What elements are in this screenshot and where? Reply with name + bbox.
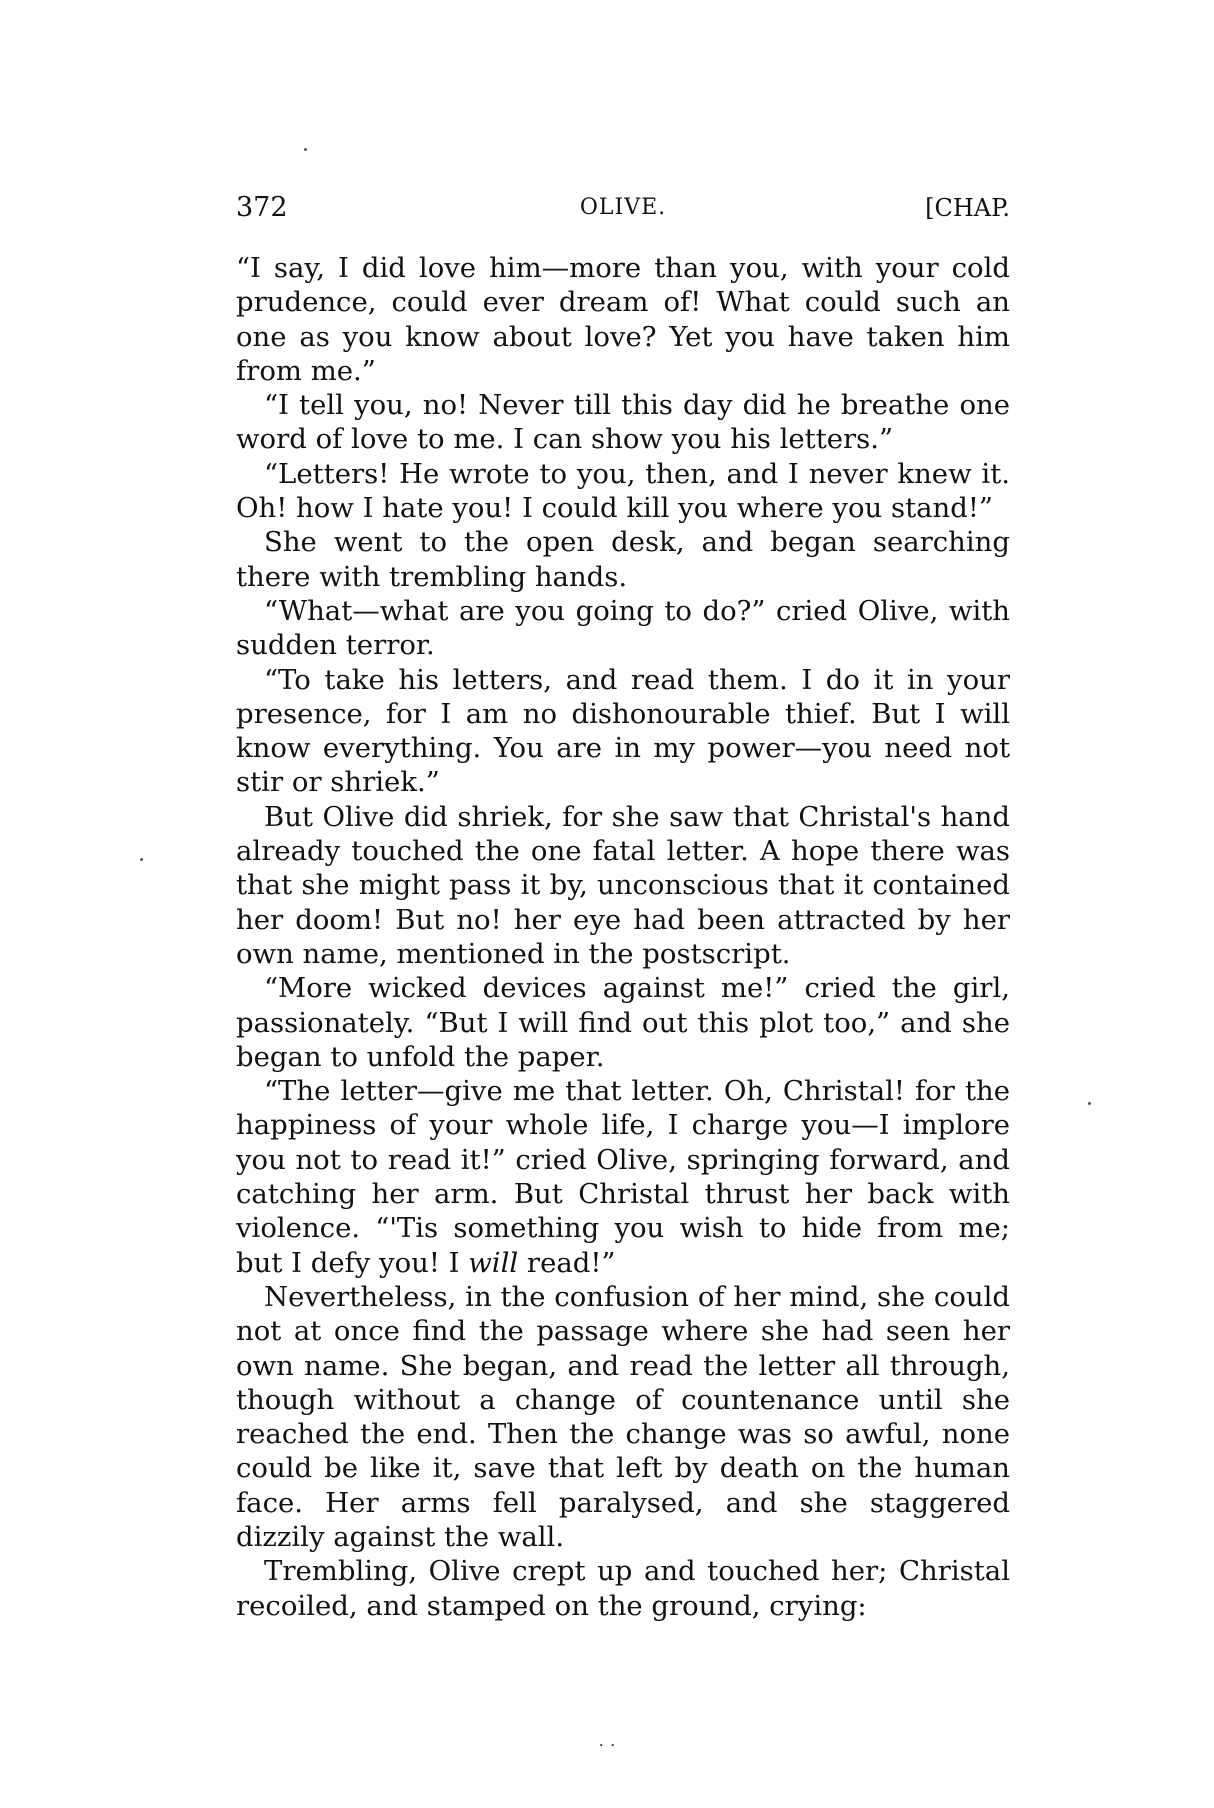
paragraph: “I tell you, no! Never till this day did he breathe one word of love to me. I can show you his letters.” (236, 389, 1010, 456)
paragraph: “More wicked devices against me!” cried the girl, passionately. “But I will find out this plot too,” and she began to unfold the paper. (236, 972, 1010, 1073)
page-body (236, 251, 1010, 1623)
running-title: OLIVE. (579, 195, 667, 220)
running-header (236, 188, 1010, 228)
print-speck (304, 148, 307, 151)
paragraph: Nevertheless, in the confusion of her mind, she could not at once find the passage where she had seen her own name. She began, and read the letter all through, though without a change of countenance until she reached the end. Then the change was so awful, none could be like it, save that left by death on the human face. Her arms fell paralysed, and she staggered dizzily against the wall. (236, 1280, 1010, 1553)
print-speck (140, 858, 143, 861)
paragraph-text: “The letter—give me that letter. Oh, Christal! for the happiness of your whole life, I charge you—I implore you not to read it!” cried Olive, springing forward, and catching her arm. But Christal thrust her back with violence. “'Tis something you wish to hide from me; but I defy you! I (236, 1075, 1010, 1279)
print-speck (1088, 1102, 1091, 1105)
paragraph: “I say, I did love him—more than you, with your cold prudence, could ever dream of! What could such an one as you know about love? Yet you have taken him from me.” (236, 252, 1010, 387)
footer-folio-mark: . . (598, 1730, 616, 1751)
paragraph: Trembling, Olive crept up and touched her; Christal recoiled, and stamped on the ground, crying: (236, 1555, 1010, 1622)
paragraph: But Olive did shriek, for she saw that Christal's hand already touched the one fatal letter. A hope there was that she might pass it by, unconscious that it contained her doom! But no! her eye had been attracted by her own name, mentioned in the postscript. (236, 800, 1010, 970)
paragraph: “To take his letters, and read them. I do it in your presence, for I am no dishonourable thief. But I will know everything. You are in my power—you need not stir or shriek.” (236, 663, 1010, 799)
paragraph: “What—what are you going to do?” cried Olive, with sudden terror. (236, 594, 1010, 662)
chapter-mark: [CHAP. (925, 194, 1010, 222)
paragraph (236, 1074, 1010, 1280)
paragraph-text: read!” (518, 1246, 616, 1279)
page-number: 372 (236, 192, 288, 223)
paragraph: “Letters! He wrote to you, then, and I never knew it. Oh! how I hate you! I could kill you where you stand!” (236, 457, 1010, 525)
paragraph: She went to the open desk, and began searching there with trembling hands. (236, 526, 1010, 593)
emphasized-word: will (468, 1246, 519, 1279)
